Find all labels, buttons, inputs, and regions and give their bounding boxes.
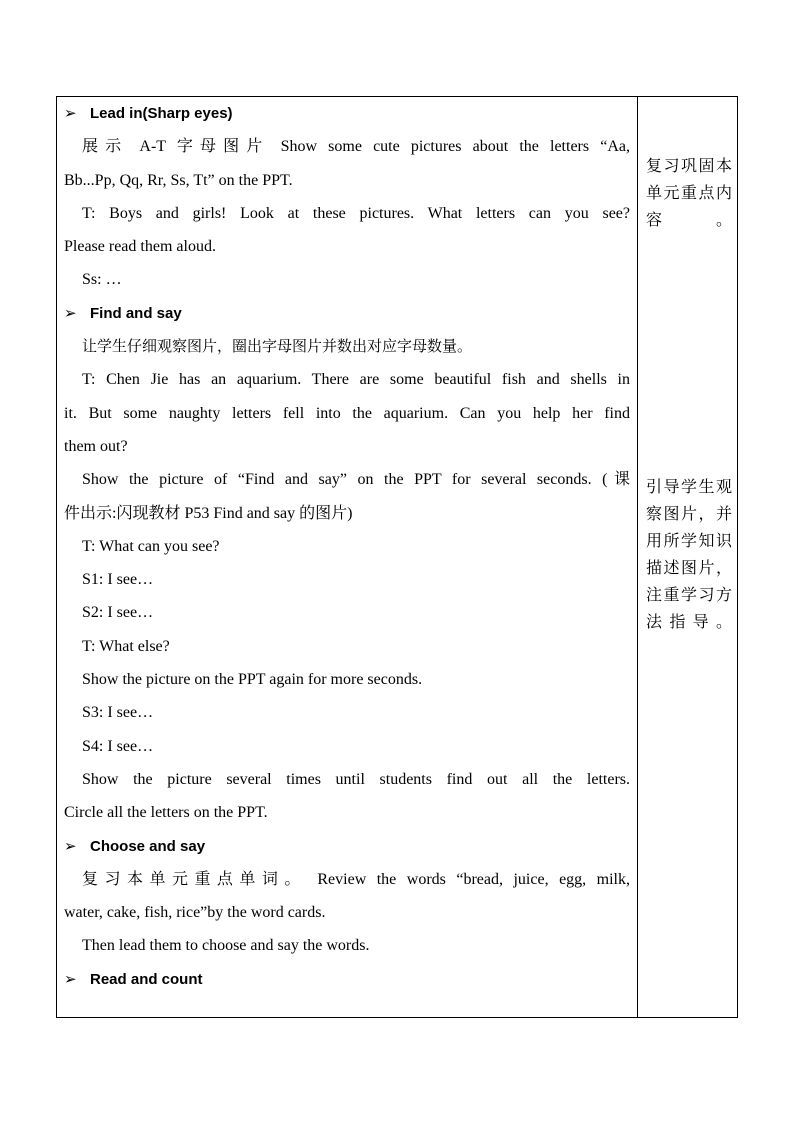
text-line: S1: I see… <box>82 571 154 589</box>
section-heading-choose-and-say: ➢ Choose and say <box>64 830 630 863</box>
section-heading-read-and-count: ➢ Read and count <box>64 963 630 996</box>
procedure-column <box>64 97 630 996</box>
intent-note-review: 复习巩固本单元重点内容。 <box>646 156 732 229</box>
text-line: Then lead them to choose and say the words. <box>82 937 370 955</box>
text-line: 复习本单元重点单词。 Review the words “bread, juice, egg, milk, <box>82 870 630 888</box>
text-line: T: Boys and girls! Look at these pictures. What letters can you see? <box>82 204 630 222</box>
text-line: S3: I see… <box>82 704 154 722</box>
section-heading-find-and-say: ➢ Find and say <box>64 297 630 330</box>
text-line: S2: I see… <box>82 604 154 622</box>
text-line: Please read them aloud. <box>64 238 216 256</box>
text-line: 展示 A-T 字母图片 Show some cute pictures about the letters “Aa, <box>82 138 630 156</box>
arrow-icon: ➢ <box>64 303 77 322</box>
text-line: S4: I see… <box>82 737 154 755</box>
text-line: 件出示:闪现教材 P53 Find and say 的图片) <box>64 504 353 522</box>
arrow-icon: ➢ <box>64 836 77 855</box>
arrow-icon: ➢ <box>64 104 77 122</box>
section-heading-lead-in: ➢ Lead in(Sharp eyes) <box>64 97 630 130</box>
text-line: T: Chen Jie has an aquarium. There are some beautiful fish and shells in <box>82 371 630 389</box>
text-line: Show the picture of “Find and say” on the PPT for several seconds. (课 <box>82 471 630 489</box>
text-line: T: What else? <box>82 637 170 655</box>
text-line: T: What can you see? <box>82 537 220 555</box>
text-line: 让学生仔细观察图片，圈出字母图片并数出对应字母数量。 <box>82 337 473 356</box>
text-line: them out? <box>64 437 128 455</box>
arrow-icon: ➢ <box>64 969 77 988</box>
text-line: Circle all the letters on the PPT. <box>64 804 268 822</box>
text-line: water, cake, fish, rice”by the word cards. <box>64 904 326 922</box>
text-line: Bb...Pp, Qq, Rr, Ss, Tt” on the PPT. <box>64 171 293 189</box>
text-line: it. But some naughty letters fell into the aquarium. Can you help her find <box>64 404 630 422</box>
text-line: Show the picture several times until students find out all the letters. <box>82 770 630 788</box>
intent-note-observe: 引导学生观察图片，并用所学知识描述图片，注重学习方法指导。 <box>646 477 732 631</box>
text-line: Show the picture on the PPT again for more seconds. <box>82 671 423 689</box>
lesson-plan-table <box>56 96 738 1018</box>
text-line: Ss: … <box>82 271 122 289</box>
column-divider <box>637 97 638 1017</box>
